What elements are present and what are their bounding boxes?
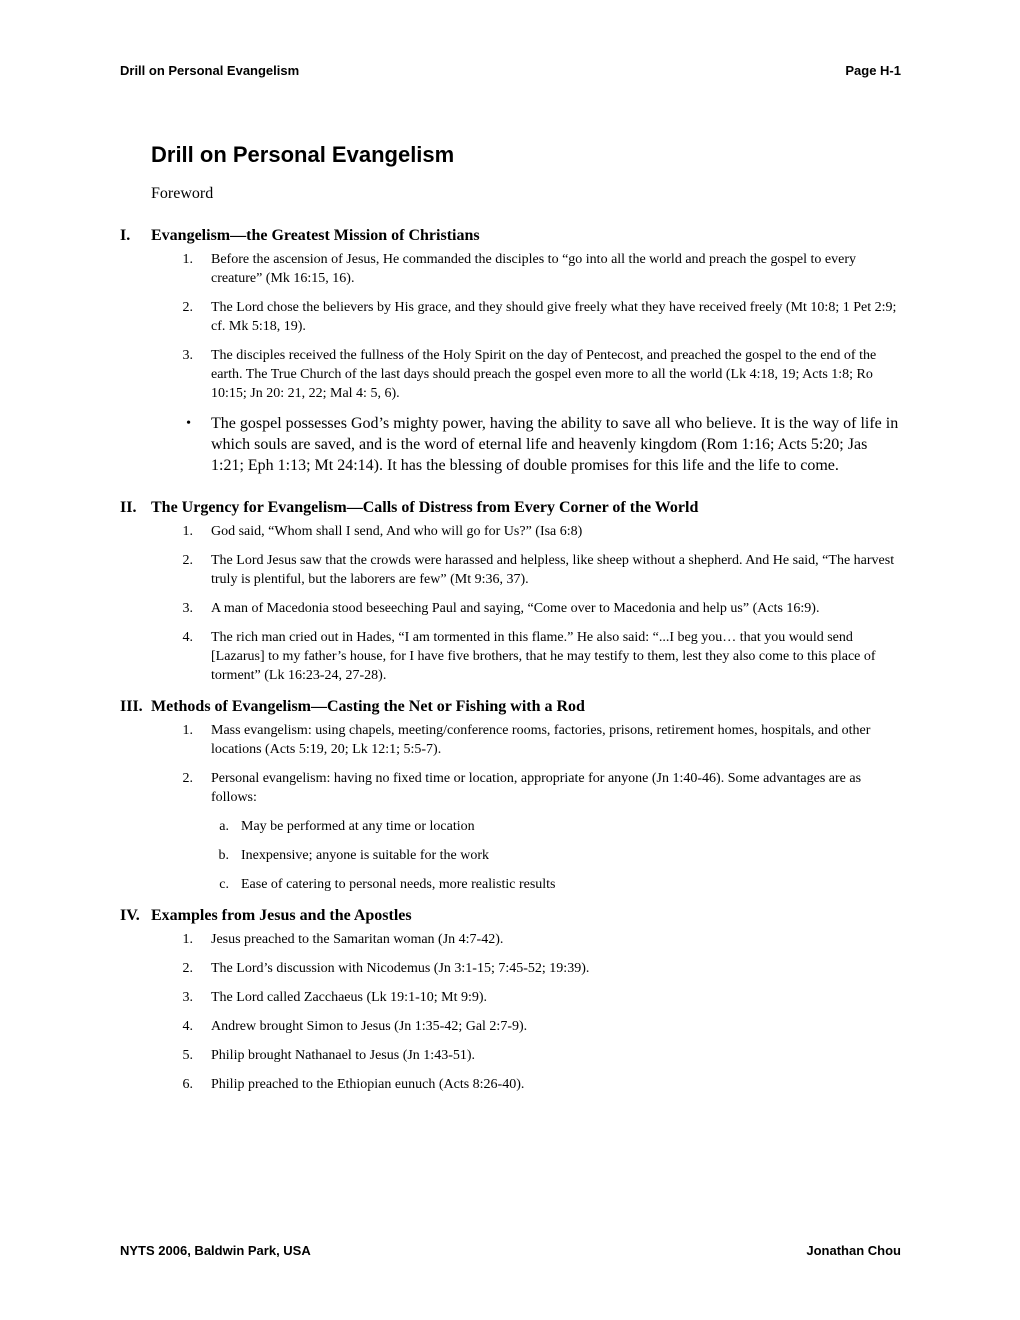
list-item [151,1046,903,1065]
item-number: 1. [182,723,193,738]
list-item [151,346,903,403]
sub-item-text: Ease of catering to personal needs, more realistic results [241,877,556,892]
list-item [151,1017,903,1036]
item-number: 2. [182,961,193,976]
sub-item [151,846,903,865]
numbered-list [151,522,903,685]
item-text: Andrew brought Simon to Jesus (Jn 1:35-42; Gal 2:7-9). [211,1019,528,1034]
section-1 [120,226,903,476]
item-text: Mass evangelism: using chapels, meeting/conference rooms, factories, prisons, retirement homes, hospitals, and other locations (Acts 5:19, 20; Lk 12:1; 5:5-7). [211,723,871,757]
bullet-item [151,413,903,476]
section-title: Examples from Jesus and the Apostles [151,907,412,924]
numbered-list [151,721,903,894]
section-heading [120,226,903,246]
list-item [151,522,903,541]
sub-item-letter: c. [219,877,229,892]
item-text: The rich man cried out in Hades, “I am tormented in this flame.” He also said: “...I beg you… that you would send [Lazarus] to my father’s house, for I have five brothers, that he may testify to them, lest they also come to this place of torment” (Lk 16:23-24, 27-28). [211,630,876,683]
bullet-icon: • [186,416,191,431]
list-item [151,599,903,618]
section-number: IV. [120,907,140,924]
section-number: II. [120,499,137,516]
list-item [151,721,903,759]
document-body [120,140,903,1104]
section-3 [120,697,903,894]
page-header [120,63,901,78]
section-title: Evangelism—the Greatest Mission of Christians [151,227,480,244]
sub-item [151,817,903,836]
bullet-text: The gospel possesses God’s mighty power, having the ability to save all who believe. It is the way of life in which souls are saved, and is the word of eternal life and heavenly kingdom (Rom 1:16; Acts 5:20; Jas 1:21; Eph 1:13; Mt 24:14). It has the blessing of double promises for this life and the life to come. [211,415,899,474]
header-title: Drill on Personal Evangelism [120,63,300,78]
item-number: 3. [182,990,193,1005]
section-title: Methods of Evangelism—Casting the Net or Fishing with a Rod [151,698,585,715]
list-item [151,769,903,894]
sub-item-letter: a. [219,819,229,834]
list-item [151,959,903,978]
section-4 [120,906,903,1094]
section-heading [120,498,903,518]
item-text: God said, “Whom shall I send, And who will go for Us?” (Isa 6:8) [211,524,583,539]
item-number: 1. [182,524,193,539]
sub-item-letter: b. [218,848,229,863]
sub-item [151,875,903,894]
section-title: The Urgency for Evangelism—Calls of Distress from Every Corner of the World [151,499,699,516]
item-number: 1. [182,932,193,947]
section-heading [120,906,903,926]
footer-event: NYTS 2006, Baldwin Park, USA [120,1243,311,1258]
item-text: Jesus preached to the Samaritan woman (Jn 4:7-42). [211,932,504,947]
section-number: I. [120,227,131,244]
item-number: 2. [182,300,193,315]
list-item [151,930,903,949]
list-item [151,250,903,288]
item-text: The Lord chose the believers by His grace, and they should give freely what they have received freely (Mt 10:8; 1 Pet 2:9; cf. Mk 5:18, 19). [211,300,897,334]
page-footer [120,1243,901,1258]
item-number: 3. [182,601,193,616]
sub-item-text: Inexpensive; anyone is suitable for the work [241,848,490,863]
item-text: Philip preached to the Ethiopian eunuch (Acts 8:26-40). [211,1077,525,1092]
item-number: 5. [182,1048,193,1063]
item-number: 3. [182,348,193,363]
numbered-list [151,930,903,1094]
section-number: III. [120,698,143,715]
item-number: 6. [182,1077,193,1092]
item-number: 2. [182,553,193,568]
numbered-list [151,250,903,403]
item-text: The Lord’s discussion with Nicodemus (Jn 3:1-15; 7:45-52; 19:39). [211,961,590,976]
item-text: The Lord Jesus saw that the crowds were harassed and helpless, like sheep without a shepherd. And He said, “The harvest truly is plentiful, but the laborers are few” (Mt 9:36, 37). [211,553,895,587]
item-number: 1. [182,252,193,267]
list-item [151,988,903,1007]
footer-author: Jonathan Chou [806,1243,901,1258]
document-title: Drill on Personal Evangelism [151,142,455,167]
item-text: A man of Macedonia stood beseeching Paul and saying, “Come over to Macedonia and help us” (Acts 16:9). [211,601,820,616]
item-text: The disciples received the fullness of the Holy Spirit on the day of Pentecost, and preached the gospel to the end of the earth. The True Church of the last days should preach the gospel even more to all the world (Lk 4:18, 19; Acts 1:8; Ro 10:15; Jn 20: 21, 22; Mal 4: 5, 6). [211,348,877,401]
item-number: 2. [182,771,193,786]
item-text: Before the ascension of Jesus, He commanded the disciples to “go into all the world and preach the gospel to every creature” (Mk 16:15, 16). [211,252,856,286]
list-item [151,1075,903,1094]
item-text: The Lord called Zacchaeus (Lk 19:1-10; Mt 9:9). [211,990,488,1005]
item-text: Personal evangelism: having no fixed time or location, appropriate for anyone (Jn 1:40-46). Some advantages are as follows: [211,771,862,805]
list-item [151,298,903,336]
section-2 [120,498,903,685]
page-number: Page H-1 [845,63,901,78]
item-number: 4. [182,1019,193,1034]
sub-item-text: May be performed at any time or location [241,819,475,834]
item-text: Philip brought Nathanael to Jesus (Jn 1:43-51). [211,1048,476,1063]
foreword: Foreword [151,185,214,202]
section-heading [120,697,903,717]
list-item [151,551,903,589]
item-number: 4. [182,630,193,645]
list-item [151,628,903,685]
